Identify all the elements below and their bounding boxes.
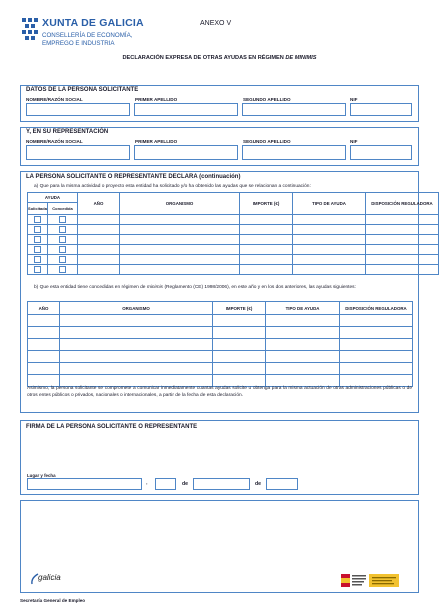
- table-row: [28, 327, 413, 339]
- declaration-a-text: a) Que para la misma actividad o proyecto esta entidad ha solicitado y/o ha obtenido las ayudas que se relacionan a continuación:: [34, 184, 311, 189]
- concedida-checkbox[interactable]: [59, 216, 66, 223]
- concedida-checkbox[interactable]: [59, 236, 66, 243]
- representative-name-field[interactable]: [26, 145, 130, 160]
- dept-line-2: EMPREGO E INDUSTRIA: [42, 40, 115, 47]
- declaration-b-text: b) Que esta entidad tiene concedidas en régimen de minimis (Reglamento (CE) 1998/2006), en este año y en los dos anteriores, las ayudas siguientes:: [34, 285, 356, 290]
- table-row: [28, 245, 439, 255]
- solicitada-checkbox[interactable]: [34, 246, 41, 253]
- applicant-nif-label: NIF: [350, 97, 358, 102]
- ministry-crest-icon: [341, 574, 399, 587]
- place-field[interactable]: [27, 478, 142, 490]
- applicant-surname1-label: PRIMER APELLIDO: [135, 97, 178, 102]
- solicitada-checkbox[interactable]: [34, 256, 41, 263]
- day-field[interactable]: [155, 478, 176, 490]
- document-title: DECLARACIÓN EXPRESA DE OTRAS AYUDAS EN RÉGIMEN DE MINIMIS: [122, 55, 317, 61]
- b-col-year: AÑO: [28, 302, 60, 315]
- applicant-surname2-label: SEGUNDO APELLIDO: [243, 97, 291, 102]
- de-separator-2: de: [255, 481, 262, 487]
- solicitada-checkbox[interactable]: [34, 266, 41, 273]
- year-field[interactable]: [266, 478, 298, 490]
- commitment-text: Asimismo, la persona solicitante se compromete a comunicar inmediatamente cuantas ayudas solicite u obtenga para la misma actuación de otras administraciones públicas o de otros entes públicos o privados, nacionales o internacionales, a partir de la fecha de esta declaración.: [27, 386, 412, 398]
- declaration-title: LA PERSONA SOLICITANTE O REPRESENTANTE DECLARA (continuación): [26, 174, 241, 180]
- secretary-label: Secretaría General de Empleo: [20, 598, 86, 603]
- table-row: [28, 315, 413, 327]
- applicant-surname1-field[interactable]: [134, 103, 238, 116]
- table-row: [28, 265, 439, 275]
- month-field[interactable]: [193, 478, 250, 490]
- table-row: [28, 351, 413, 363]
- ayuda-header: AYUDA: [28, 193, 78, 203]
- table-row: [28, 339, 413, 351]
- applicant-name-label: NOMBRE/RAZÓN SOCIAL: [26, 97, 83, 102]
- solicitada-header: Solicitada: [28, 203, 48, 215]
- applicant-title: DATOS DE LA PERSONA SOLICITANTE: [26, 87, 139, 93]
- table-row: [28, 255, 439, 265]
- concedida-checkbox[interactable]: [59, 256, 66, 263]
- solicitada-checkbox[interactable]: [34, 236, 41, 243]
- representative-surname2-field[interactable]: [242, 145, 346, 160]
- applicant-nif-field[interactable]: [350, 103, 412, 116]
- annex-label: ANEXO V: [200, 20, 232, 27]
- representative-nif-label: NIF: [350, 139, 358, 144]
- table-row: [28, 235, 439, 245]
- representative-name-label: NOMBRE/RAZÓN SOCIAL: [26, 139, 83, 144]
- minimis-aid-table: [27, 301, 413, 387]
- representative-surname1-field[interactable]: [134, 145, 238, 160]
- applicant-name-field[interactable]: [26, 103, 130, 116]
- ministry-logo: [341, 574, 399, 587]
- b-col-aid-type: TIPO DE AYUDA: [266, 302, 340, 315]
- xunta-logo: [21, 17, 39, 50]
- de-separator-1: de: [182, 481, 189, 487]
- table-row: [28, 375, 413, 387]
- dept-line-1: CONSELLERÍA DE ECONOMÍA,: [42, 32, 133, 39]
- concedida-checkbox[interactable]: [59, 246, 66, 253]
- b-col-organism: ORGANISMO: [60, 302, 213, 315]
- xunta-crest-icon: [21, 17, 39, 45]
- concedida-checkbox[interactable]: [59, 266, 66, 273]
- table-row: [28, 363, 413, 375]
- a-col-year: AÑO: [78, 193, 120, 215]
- representative-surname1-label: PRIMER APELLIDO: [135, 139, 178, 144]
- solicitada-checkbox[interactable]: [34, 226, 41, 233]
- aid-requested-table: [27, 192, 439, 275]
- table-row: [28, 225, 439, 235]
- concedida-checkbox[interactable]: [59, 226, 66, 233]
- a-col-amount: IMPORTE (€): [240, 193, 293, 215]
- b-col-amount: IMPORTE (€): [213, 302, 266, 315]
- representative-title: Y, EN SU REPRESENTACIÓN: [26, 129, 109, 135]
- a-col-organism: ORGANISMO: [120, 193, 240, 215]
- a-col-aid-type: TIPO DE AYUDA: [293, 193, 366, 215]
- org-name: XUNTA DE GALICIA: [42, 17, 144, 29]
- signature-title: FIRMA DE LA PERSONA SOLICITANTE O REPRESENTANTE: [26, 424, 198, 430]
- table-row: [28, 215, 439, 225]
- place-date-label: Lugar y fecha: [27, 473, 56, 478]
- applicant-surname2-field[interactable]: [242, 103, 346, 116]
- b-col-regulation: DISPOSICIÓN REGULADORA: [340, 302, 413, 315]
- a-col-regulation: DISPOSICIÓN REGULADORA: [366, 193, 439, 215]
- comma-separator: ,: [146, 480, 148, 486]
- concedida-header: Concedida: [48, 203, 78, 215]
- solicitada-checkbox[interactable]: [34, 216, 41, 223]
- representative-nif-field[interactable]: [350, 145, 412, 160]
- representative-surname2-label: SEGUNDO APELLIDO: [243, 139, 291, 144]
